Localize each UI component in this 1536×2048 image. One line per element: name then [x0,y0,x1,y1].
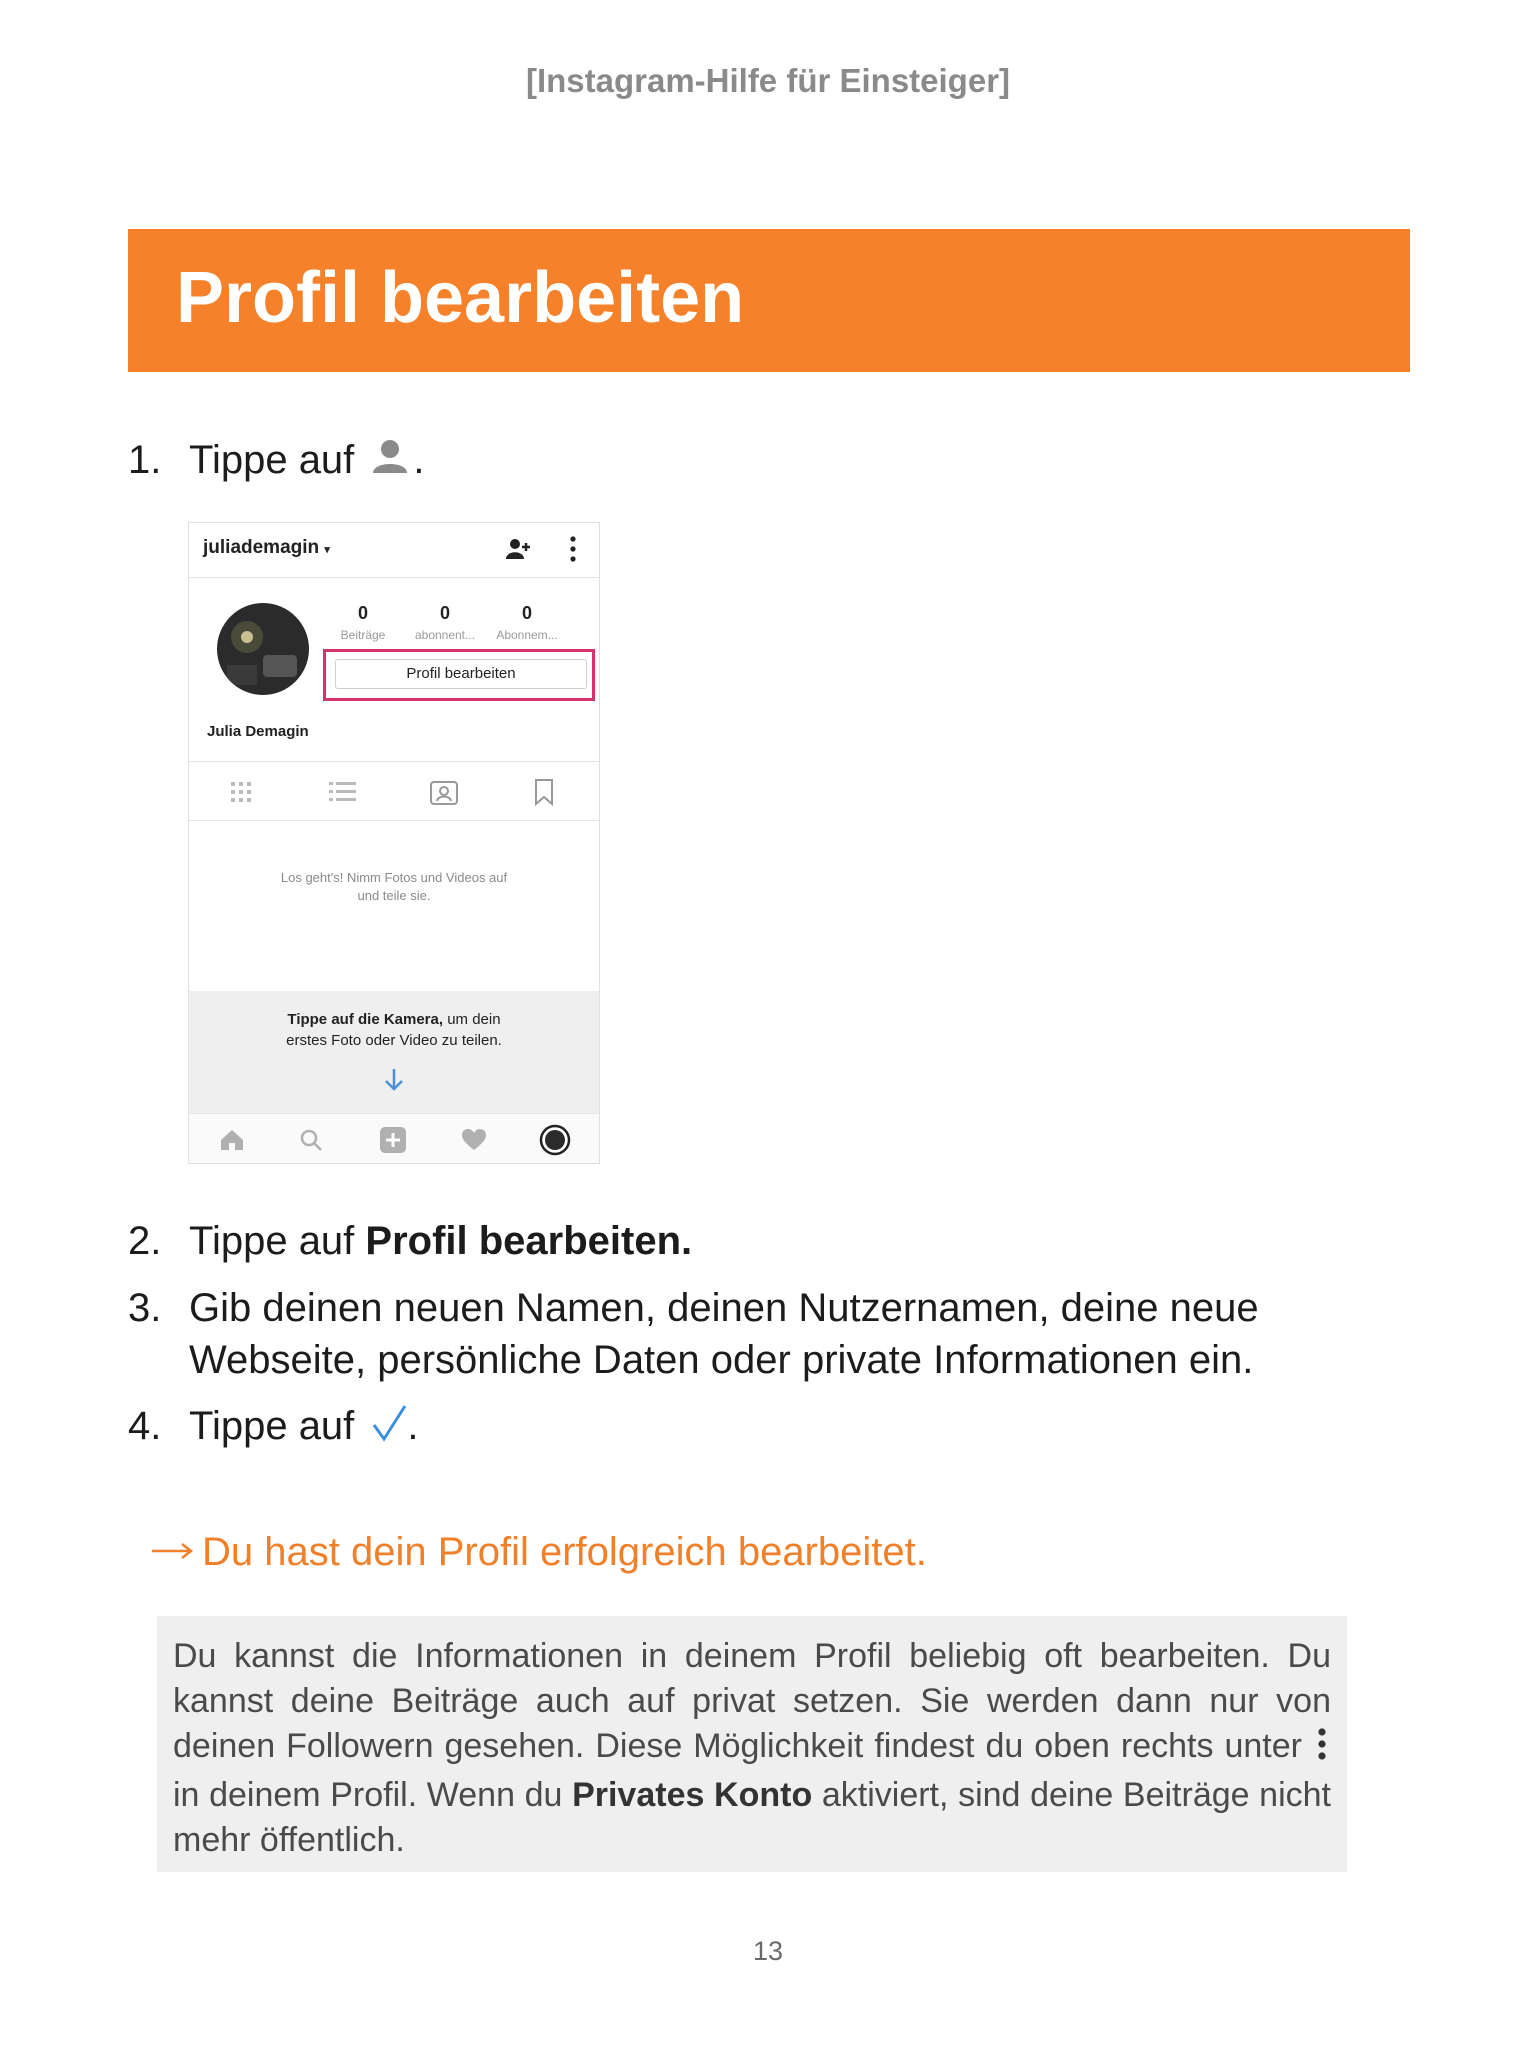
edit-profile-button[interactable]: Profil bearbeiten [335,659,587,689]
step-text: Tippe auf [189,1219,366,1263]
step-text: Tippe auf [189,438,355,482]
checkmark-icon [371,1403,407,1456]
username: juliademagin ▾ [203,537,330,558]
search-icon[interactable] [299,1128,323,1157]
add-person-icon [505,537,533,566]
add-post-icon[interactable] [379,1126,407,1159]
info-text: Du kannst die Informationen in deinem Profil beliebig oft bearbeiten. Du kannst deine Beiträge auch auf privat setzen. Sie werden dann nur von deinen Followern gesehen. Diese Möglichkeit findest du oben rechts unter in deinem Profil. Wenn du Privates Konto aktiviert, sind deine Beiträge nicht mehr öffentlich. [173,1637,1331,1859]
result-line [150,1526,927,1575]
step-number: 2. [128,1219,162,1263]
profile-tabs [189,761,599,821]
step-text-end: . [413,438,425,482]
step-text-line-2: Webseite, persönliche Daten oder private Informationen ein. [189,1338,1254,1382]
list-view-icon[interactable] [329,780,357,809]
step-text-end: . [407,1404,419,1448]
home-icon[interactable] [219,1128,245,1157]
more-options-icon [569,535,577,568]
instagram-profile-screenshot [188,522,600,1164]
info-box [157,1616,1347,1872]
step-text-line-1: Gib deinen neuen Namen, deinen Nutzernamen, deine neue [189,1286,1259,1330]
result-text: Du hast dein Profil erfolgreich bearbeitet. [202,1530,927,1574]
step-number: 4. [128,1404,162,1448]
more-options-icon [1317,1727,1327,1773]
step-text: Tippe auf [189,1404,355,1448]
page-title: Profil bearbeiten [176,258,745,338]
step-number: 3. [128,1286,162,1330]
stat-following: 0 Abonnem... [496,603,558,642]
grid-view-icon[interactable] [229,780,253,809]
running-head: [Instagram-Hilfe für Einsteiger] [525,62,1011,99]
camera-hint: Tippe auf die Kamera, um dein erstes Foto oder Video zu teilen. [189,991,599,1113]
section-banner [128,229,1410,372]
empty-state-text: Los geht's! Nimm Fotos und Videos auf und teile sie. [280,870,508,904]
step-number: 1. [128,438,162,482]
bookmark-icon[interactable] [533,778,555,811]
arrow-right-icon [150,1526,194,1571]
person-icon [371,436,409,488]
stat-followers: 0 abonnent... [414,603,476,642]
heart-icon[interactable] [461,1128,487,1157]
arrow-down-icon [383,1067,405,1098]
tagged-icon[interactable] [429,778,459,811]
step-text-bold: Profil bearbeiten. [365,1219,693,1263]
profile-tab-icon[interactable] [539,1124,571,1161]
stat-posts: 0 Beiträge [340,603,386,642]
profile-header-bar [189,523,599,578]
page-number: 13 [752,1936,784,1966]
bottom-nav [189,1113,599,1164]
display-name: Julia Demagin [207,723,309,740]
avatar [217,603,309,695]
